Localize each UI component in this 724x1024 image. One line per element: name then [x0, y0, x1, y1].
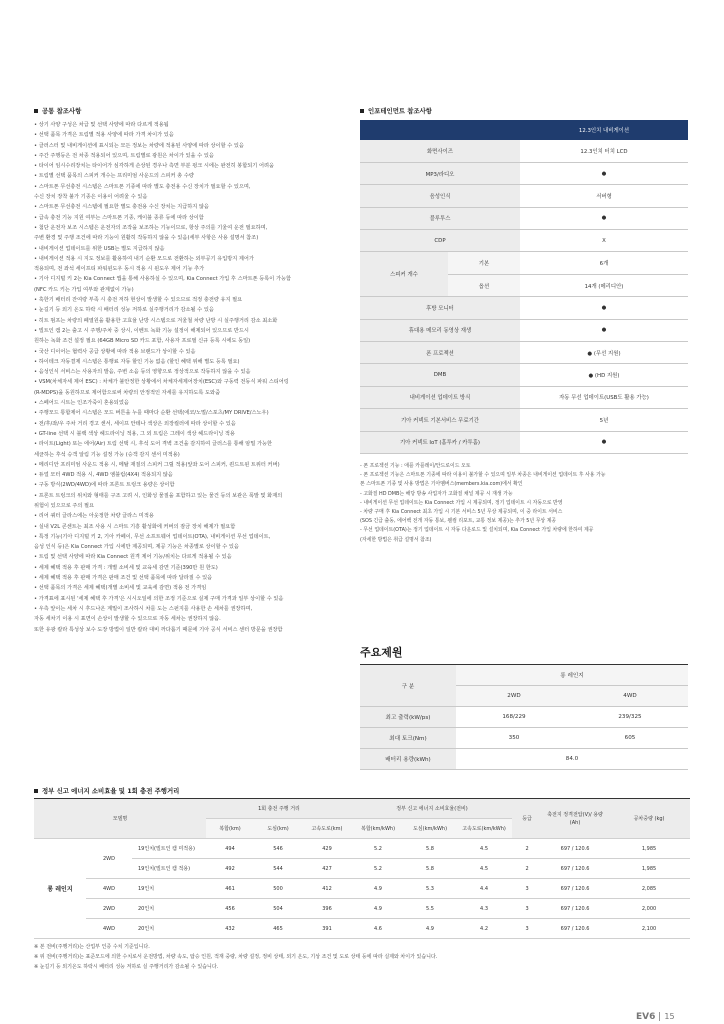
- infotainment-header: 12.3인치 내비게이션: [520, 120, 688, 140]
- common-note: • 내비게이션 업데이트를 위한 USB는 별도 지급하지 않음: [34, 245, 165, 252]
- specs-col-4wd: 4WD: [572, 686, 688, 707]
- info-row-value: 5년: [520, 409, 688, 431]
- fuel-h-eff: 정부 신고 에너지 소비효율(전비): [352, 799, 512, 819]
- fuel-note: ※ 눈길기 등 외기온도 하락시 배터리 성능 저하로 실 주행거리가 감소될 수 있습니다.: [34, 964, 219, 971]
- specs-table: [360, 664, 688, 770]
- fuel-cell-wheel: 19인치(빌트인 캠 적용): [132, 859, 206, 879]
- fuel-cell-c: 494: [206, 839, 254, 859]
- specs-col-2wd: 2WD: [456, 686, 572, 707]
- fuel-h-eff-u: 도심(km/kWh): [404, 819, 456, 839]
- fuel-cell-g: 3: [512, 899, 542, 919]
- fuel-model: 롱 레인지: [34, 839, 86, 939]
- fuel-h-range: 1회 충전 주행 거리: [206, 799, 352, 819]
- common-note: • 주간 주행등은 전 차종 적용되어 있으며, 트림별로 광원은 차이가 있을 수 있음: [34, 152, 214, 159]
- info-row-label: 블루투스: [360, 207, 520, 229]
- fuel-cell-g: 3: [512, 919, 542, 939]
- fuel-cell-h: 391: [302, 919, 352, 939]
- fuel-cell-b: 697 / 120.6: [542, 919, 608, 939]
- info-row-label: 화면사이즈: [360, 140, 520, 162]
- fuel-cell-u: 504: [254, 899, 302, 919]
- fuel-h-range-c: 복합(km): [206, 819, 254, 839]
- fuel-note: ※ 본 전비(주행거리)는 산업부 인증 수치 기준입니다.: [34, 944, 150, 950]
- fuel-notes: [34, 942, 694, 973]
- info-note: - 고화질 HD DMB는 해당 방송 사업자가 고화질 채널 제공 시 재생 가능: [360, 490, 513, 497]
- fuel-h-range-u: 도심(km): [254, 819, 302, 839]
- common-note: • VSM(차체자세 제어 ESC) : 차체가 불안정한 상황에서 차체자세제어장치(ESC)와 구동력 전동식 파워 스티어링: [34, 379, 289, 386]
- common-note: • 우측 앞이는 세차 시 후드나온 계밀이 조사하시 차를 도는 스펀지를 사용한 손 세차를 권장하며,: [34, 605, 253, 612]
- common-note: • 리어 쿼터 글라스에는 아웃정한 차량 글라스 미적용: [34, 513, 154, 520]
- fuel-cell-h: 412: [302, 879, 352, 899]
- info-note: (자세한 방법은 취급 설명서 참조): [360, 536, 432, 543]
- info-row-label: 음성인식: [360, 185, 520, 207]
- common-note: 원하는 녹화 조건 설정 필요 (64GB Micro SD 카드 포함, 사용자 프로필 신규 등록 시에도 동일): [34, 338, 251, 345]
- common-note: 음성 인식 등)은 Kia Connect 가입 시에만 제공되며, 제공 기능은 차종별로 상이할 수 있음: [34, 544, 239, 551]
- fuel-cell-u: 465: [254, 919, 302, 939]
- info-row-value: ●: [520, 162, 688, 184]
- common-note: • 클러스터 및 내비게이션에 표시되는 모든 정보는 차량에 적용된 사양에 따라 상이할 수 있음: [34, 142, 244, 149]
- info-row-label: 내비게이션 업데이트 방식: [360, 386, 520, 408]
- common-note: • 혹한기 배터리 잔여량 부족 시 충전 저하 현상이 발생할 수 있으므로 적정 충전량 유지 필요: [34, 297, 243, 304]
- common-note: • 눈길기 등 외기 온도 하락 시 배터리 성능 저하로 실주행거리가 감소될 수 있음: [34, 307, 214, 314]
- speaker-option-label: 옵션: [448, 274, 520, 296]
- battery-label: 배터리 용량(kWh): [360, 749, 456, 770]
- fuel-cell-c: 456: [206, 899, 254, 919]
- common-note: 적용되며, 전 좌석 세이프티 파워윈도우 동시 적용 시 윈도우 제어 기능 추가: [34, 266, 205, 273]
- fuel-cell-w: 1,985: [608, 859, 690, 879]
- speaker-basic-label: 기본: [448, 252, 520, 274]
- common-note: • 히트 펌프는 차량의 폐열원을 활용한 고효율 난방 시스템으로 겨울철 차량 난방 시 실주행거리 감소 최소화: [34, 317, 278, 324]
- common-note: • 전/후/좌/우 주차 거리 경고 센서, 세이프 안테나 색상은 외장컬러에 따라 상이할 수 있음: [34, 420, 236, 427]
- common-note: 주변 환경 및 주행 조건에 따라 기능이 원활히 작동하지 않을 수 있음(세부 사항은 사용 설명서 참조): [34, 235, 259, 242]
- info-row-label: CDP: [360, 230, 520, 252]
- fuel-cell-eu: 5.8: [404, 859, 456, 879]
- common-note: • 특정 기능(기아 디지털 키 2, 기아 카페이, 무선 소프트웨어 업데이트(OTA), 내비게이션 무선 업데이트,: [34, 533, 271, 540]
- common-note: • 듀얼 모터 4WD 적용 시, 4WD 엠블럼(4X4) 적용되지 않음: [34, 472, 173, 479]
- fuel-cell-ec: 4.9: [352, 879, 404, 899]
- fuel-cell-eh: 4.5: [456, 859, 512, 879]
- info-row-value: ●: [520, 297, 688, 319]
- common-note: • 기아 디지털 키 2는 Kia Connect 앱을 통해 사용하실 수 있으며, Kia Connect 가입 후 스마트폰 등록이 가능함: [34, 276, 291, 283]
- common-note: • 트림별 선택 품목의 스피커 개수는 프리미엄 사운드의 스피커 총 수량: [34, 173, 194, 180]
- fuel-drive: 2WD: [86, 839, 132, 879]
- common-note: • 실내 V2L 콘센트는 최조 사용 시 스마트 기흥 활성화에 커버의 잠금 장치 해제가 필요함: [34, 523, 236, 530]
- common-note: • 세제 혜택 적용 후 판매 가격 : 개별 소비세 및 교육세 감면 기준(390만 원 한도): [34, 564, 218, 571]
- common-note: 세균하는 후석 승객 알림 기능 설정 가능 (승객 감지 센서 미적용): [34, 451, 180, 458]
- info-row-label: 후방 모니터: [360, 297, 520, 319]
- common-note: • 급속 충전 기능 지원 여부는 스마트폰 기종, 케이블 종류 등에 따라 상이함: [34, 214, 204, 221]
- fuel-cell-wheel: 20인치: [132, 919, 206, 939]
- fuel-cell-w: 2,100: [608, 919, 690, 939]
- info-row-value: 서버형: [520, 185, 688, 207]
- fuel-cell-h: 427: [302, 859, 352, 879]
- infotainment-table: [360, 120, 688, 454]
- common-note: • 첨단 운전자 보조 시스템은 운전자의 조작을 보조하는 기능이므로, 항상 주의를 기울여 운전 필요하며,: [34, 224, 268, 231]
- common-note: • 하이테크 자동결제 시스템은 통행료 자동 할인 기능 없음 (할인 혜택 위해 별도 등록 필요): [34, 358, 240, 365]
- infotainment-notes: [360, 462, 690, 545]
- fuel-cell-eh: 4.4: [456, 879, 512, 899]
- fuel-h-eff-c: 복합(km/kWh): [352, 819, 404, 839]
- common-note: 위험이 있으므로 주의 필요: [34, 502, 95, 509]
- fuel-drive: 4WD: [86, 919, 132, 939]
- common-note: • 트림 및 선택 사양에 따라 Kia Connect 원격 제어 기능/위치는 다르게 적용될 수 있음: [34, 554, 232, 561]
- specs-trim: 롱 레인지: [456, 665, 688, 686]
- fuel-cell-u: 500: [254, 879, 302, 899]
- fuel-cell-g: 2: [512, 839, 542, 859]
- fuel-cell-ec: 5.2: [352, 859, 404, 879]
- fuel-cell-c: 461: [206, 879, 254, 899]
- fuel-cell-b: 697 / 120.6: [542, 879, 608, 899]
- common-note: • 내비게이션 적용 시 지도 정보를 활용하여 내기 순환 모드로 전환하는 외부공기 유입방지 제어가: [34, 255, 254, 262]
- fuel-table: [34, 798, 690, 939]
- fuel-cell-c: 492: [206, 859, 254, 879]
- fuel-h-weight: 공차중량 (kg): [608, 799, 690, 839]
- common-note: 수신 장치 장착 불가 기종은 이용이 어려울 수 있음: [34, 194, 148, 201]
- info-row-value: ● (HD 지원): [520, 364, 688, 386]
- common-note: (R-MDPS)을 동원하므로 제어함으로써 차량의 안정적인 자세를 유지하도록 도와줌: [34, 389, 221, 396]
- info-row-label: MP3/라디오: [360, 162, 520, 184]
- fuel-cell-wheel: 20인치: [132, 899, 206, 919]
- fuel-cell-h: 396: [302, 899, 352, 919]
- fuel-cell-ec: 5.2: [352, 839, 404, 859]
- specs-title: 주요제원: [360, 646, 403, 659]
- fuel-cell-u: 544: [254, 859, 302, 879]
- fuel-drive: 2WD: [86, 899, 132, 919]
- fuel-cell-c: 432: [206, 919, 254, 939]
- info-row-value: ●: [520, 319, 688, 341]
- footer-brand: EV6: [636, 1012, 656, 1022]
- page-number: 15: [664, 1012, 675, 1021]
- common-note: • 국산 디이어는 협력사 공급 상황에 따라 적용 브랜드가 상이할 수 있음: [34, 348, 196, 355]
- info-row-value: 12.3인치 터치 LCD: [520, 140, 688, 162]
- common-note: • 빌트인 캠 2는 출고 시 주행/주차 중 상시, 이벤트 녹화 기능 설정이 해제되어 있으므로 반드시: [34, 327, 249, 334]
- fuel-cell-ec: 4.6: [352, 919, 404, 939]
- info-row-value: ●: [520, 431, 688, 453]
- common-note: • 주행모드 통합제어 시스템은 모드 버튼을 누를 때마다 순환 선택(에코/노멀/스포츠/MY DRIVE/스노우): [34, 410, 269, 417]
- spec-2wd-value: 350: [456, 728, 572, 749]
- common-note: • 구동 방식(2WD/4WD)에 따라 프론트 트렁크 용량은 상이함: [34, 482, 175, 489]
- spec-row-label: 최고 출력(kW/ps): [360, 707, 456, 728]
- info-note: 폰 스마트폰 기종 및 사용 방법은 기아멤버스(members.kia.com)에서 확인: [360, 481, 523, 488]
- fuel-drive: 4WD: [86, 879, 132, 899]
- fuel-cell-w: 2,000: [608, 899, 690, 919]
- spec-row-label: 최대 토크(Nm): [360, 728, 456, 749]
- fuel-cell-b: 697 / 120.6: [542, 839, 608, 859]
- fuel-cell-u: 546: [254, 839, 302, 859]
- common-note: (NFC 카드 키는 가입 여부와 관계없이 가능): [34, 286, 134, 293]
- info-row-value: X: [520, 230, 688, 252]
- fuel-note: ※ 위 전비(주행거리)는 표준모드에 의한 수치로서 운전방법, 차량 속도, 탑승 인원, 적재 중량, 차량 설정, 정비 상태, 외기 온도, 기상 조건 및 도로 상태 등에 따라 실제와 차이가 있습니다.: [34, 954, 438, 961]
- fuel-cell-b: 697 / 120.6: [542, 899, 608, 919]
- fuel-cell-w: 2,085: [608, 879, 690, 899]
- info-note: (SOS 긴급 출동, 에어백 전개 자동 통보, 웰컴 리포트, 교통 정보 제공)는 추가 5년 무상 제공: [360, 518, 557, 525]
- specs-col-label: 구 분: [360, 665, 456, 707]
- info-note: - 차량 구매 후 Kia Connect 최초 가입 시 기본 서비스 5년 무상 제공되며, 이 중 라이트 서비스: [360, 509, 563, 516]
- info-note: - 무선 업데이트(OTA)는 정기 업데이트 시 자동 다운로드 및 설치되며, Kia Connect 가입 차량에 한하여 제공: [360, 527, 594, 534]
- speaker-option-value: 14개 (메리디안): [520, 274, 688, 296]
- infotainment-title: 인포테인먼트 참조사항: [360, 106, 432, 115]
- info-row-value: ● (무선 지원): [520, 342, 688, 364]
- common-note: • 스마트폰 무선충전 시스템은 스마트폰 기종에 따라 별도 충전용 수신 장치가 필요할 수 있으며,: [34, 183, 251, 190]
- info-row-label: 기아 커넥트 IoT (홈투카 / 카투홈): [360, 431, 520, 453]
- spec-4wd-value: 239/325: [572, 707, 688, 728]
- fuel-h-grade: 등급: [512, 799, 542, 839]
- spec-2wd-value: 168/229: [456, 707, 572, 728]
- fuel-h-model: 모델명: [34, 799, 206, 839]
- info-note: - 폰 프로젝션 기능은 스마트폰 기종에 따라 이용이 불가할 수 있으며 일부 차종은 내비게이션 업데이트 후 사용 가능: [360, 472, 606, 479]
- common-note: • 타이어 임시수리장치는 타이어가 심각하게 손상된 경우나 측면 부분 펑크 시에는 완전히 봉합되기 어려움: [34, 163, 274, 170]
- info-row-value: 자동 무선 업데이트(USB도 활용 가능): [520, 386, 688, 408]
- fuel-cell-eh: 4.3: [456, 899, 512, 919]
- fuel-cell-eh: 4.5: [456, 839, 512, 859]
- fuel-cell-eu: 5.8: [404, 839, 456, 859]
- speaker-basic-value: 6개: [520, 252, 688, 274]
- common-note: • 세제 혜택 적용 후 판매 가격은 판매 조건 및 선택 품목에 따라 달라질 수 있음: [34, 575, 213, 582]
- fuel-cell-eh: 4.2: [456, 919, 512, 939]
- fuel-cell-g: 3: [512, 879, 542, 899]
- info-row-label: DMB: [360, 364, 520, 386]
- speaker-label: 스피커 개수: [360, 252, 448, 297]
- page-footer: [636, 1012, 675, 1022]
- info-note: - 내비게이션 무선 업데이트는 Kia Connect 가입 시 제공되며, 정기 업데이트 시 자동으로 반영: [360, 499, 563, 506]
- fuel-cell-wheel: 19인치: [132, 879, 206, 899]
- fuel-h-range-h: 고속도로(km): [302, 819, 352, 839]
- common-notes-title: 공통 참조사항: [34, 106, 81, 115]
- fuel-cell-w: 1,985: [608, 839, 690, 859]
- common-note: • 선택 품목 가격은 트림별 적용 사양에 따라 가격 차이가 있음: [34, 132, 174, 139]
- common-note: • 메리디안 프리미엄 사운드 적용 시, 메탈 재질의 스피커 그릴 적용(앞좌 도어 스피커, 퀀드트윈 트위터 커버): [34, 461, 280, 468]
- fuel-cell-b: 697 / 120.6: [542, 859, 608, 879]
- fuel-cell-h: 429: [302, 839, 352, 859]
- common-note: • 스페어드 시트는 인조가죽이 혼용되었음: [34, 400, 129, 407]
- fuel-cell-wheel: 19인치(빌트인 캠 미적용): [132, 839, 206, 859]
- fuel-cell-g: 2: [512, 859, 542, 879]
- common-notes-list: [34, 120, 354, 635]
- common-note: • 라이트(Light) 또는 에어(Air) 트림 선택 시, 후석 도어 격벽 조건을 감지하여 글러스를 통해 암밀 가능한: [34, 441, 273, 448]
- fuel-cell-eu: 4.9: [404, 919, 456, 939]
- fuel-title: 정부 신고 에너지 소비효율 및 1회 충전 주행거리: [34, 786, 179, 795]
- fuel-cell-eu: 5.5: [404, 899, 456, 919]
- common-note: 자동 세차기 이용 시 표면이 손상이 발생할 수 있으므로 자동 세차는 권장하지 않음.: [34, 616, 221, 623]
- spec-4wd-value: 605: [572, 728, 688, 749]
- common-note: • 상기 사양 구성은 차급 및 선택 사양에 따라 다르게 적용됨: [34, 122, 169, 128]
- info-row-label: 휴대용 메모리 동영상 재생: [360, 319, 520, 341]
- fuel-cell-ec: 4.9: [352, 899, 404, 919]
- fuel-h-eff-h: 고속도로(km/kWh): [456, 819, 512, 839]
- common-note: • 프론트 트렁크의 위치와 형태를 구조 고려 시, 인화성 물질을 포함하고 있는 물건 등의 보관은 폭발 및 화재의: [34, 492, 283, 499]
- info-row-label: 폰 프로젝션: [360, 342, 520, 364]
- common-note: • 스마트폰 무선충전 시스템에 필요한 별도 충전용 수신 장치는 지급하지 않음: [34, 204, 209, 211]
- fuel-h-battery: 축전지 정격전압(V)/ 용량(Ah): [542, 799, 608, 839]
- common-note: • GT-line 선택 시 블랙 색상 헤드라이닝 적용, 그 외 트림은 그레이 색상 헤드라이닝 적용: [34, 430, 235, 437]
- battery-value: 84.0: [456, 749, 688, 770]
- info-row-value: ●: [520, 207, 688, 229]
- common-note: 또한 유광 칼라 특성상 보수 도장 방법이 일반 칼라 대비 까다롭기 때문에 기아 공식 서비스 센터 방문을 권장함: [34, 626, 283, 633]
- fuel-cell-eu: 5.3: [404, 879, 456, 899]
- info-note: - 폰 프로젝션 기능 : 애플 카플레이/안드로이드 오토: [360, 463, 471, 469]
- info-row-label: 기아 커넥트 기본서비스 무료기간: [360, 409, 520, 431]
- common-note: • 음성인식 서비스는 사용자의 발음, 주변 소음 등의 영향으로 정상적으로 작동하지 않을 수 있음: [34, 369, 251, 376]
- common-note: • 가격표에 표시된 '세제 혜택 후 가격'은 시시오일에 의한 조정 기준으로 실제 구매 가격과 일부 상이할 수 있음: [34, 595, 284, 602]
- common-note: • 선택 품목의 가격은 세제 혜택(개별 소비세 및 교육세 감면) 적용 전 가격임: [34, 585, 207, 592]
